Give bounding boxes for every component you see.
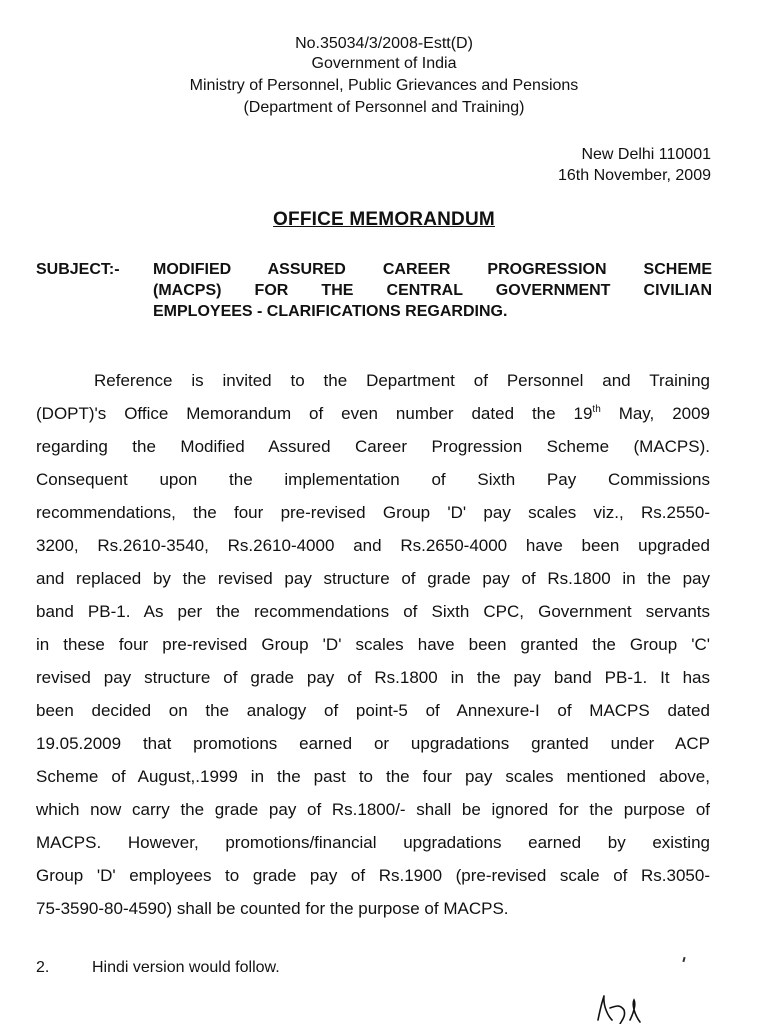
body-line: and replaced by the revised pay structure of grade pay of Rs.1800 in the pay <box>36 569 710 588</box>
memo-title: OFFICE MEMORANDUM <box>273 209 495 230</box>
subject-line: EMPLOYEES - CLARIFICATIONS REGARDING. <box>153 303 508 320</box>
subject-line: MODIFIED ASSURED CAREER PROGRESSION SCHEME <box>153 261 712 278</box>
body-line: regarding the Modified Assured Career Progression Scheme (MACPS). <box>36 437 710 456</box>
reference-number: No.35034/3/2008-Estt(D) <box>295 35 473 52</box>
paragraph-number: 2. <box>36 959 50 976</box>
body-text: May, 2009 <box>600 404 711 423</box>
body-line: 75-3590-80-4590) shall be counted for the purpose of MACPS. <box>36 899 509 918</box>
paragraph-text: Hindi version would follow. <box>92 959 280 976</box>
body-line: Reference is invited to the Department of Personnel and Training <box>94 371 710 390</box>
body-line: which now carry the grade pay of Rs.1800/- shall be ignored for the purpose of <box>36 800 710 819</box>
department-line: (Department of Personnel and Training) <box>243 99 525 116</box>
body-line: Scheme of August,.1999 in the past to the four pay scales mentioned above, <box>36 767 710 786</box>
body-line: been decided on the analogy of point-5 of Annexure-I of MACPS dated <box>36 701 710 720</box>
place-line: New Delhi 110001 <box>581 146 711 163</box>
body-line: revised pay structure of grade pay of Rs.1800 in the pay band PB-1. It has <box>36 668 710 687</box>
ordinal-suffix: th <box>592 404 601 415</box>
body-line: band PB-1. As per the recommendations of Sixth CPC, Government servants <box>36 602 710 621</box>
subject-line: (MACPS) FOR THE CENTRAL GOVERNMENT CIVILIAN <box>153 282 712 299</box>
body-line: Group 'D' employees to grade pay of Rs.1900 (pre-revised scale of Rs.3050- <box>36 866 710 885</box>
body-line: recommendations, the four pre-revised Group 'D' pay scales viz., Rs.2550- <box>36 503 710 522</box>
ministry-line: Ministry of Personnel, Public Grievances and Pensions <box>189 77 579 94</box>
signature-scribble <box>590 990 680 1024</box>
body-line <box>36 403 710 425</box>
body-line: MACPS. However, promotions/financial upgradations earned by existing <box>36 833 710 852</box>
body-line: 3200, Rs.2610-3540, Rs.2610-4000 and Rs.2650-4000 have been upgraded <box>36 536 710 555</box>
government-line: Government of India <box>311 55 457 72</box>
body-line: Consequent upon the implementation of Sixth Pay Commissions <box>36 470 710 489</box>
subject-label: SUBJECT:- <box>36 261 120 278</box>
body-line: in these four pre-revised Group 'D' scales have been granted the Group 'C' <box>36 635 710 654</box>
body-text: (DOPT)'s Office Memorandum of even number dated the 19 <box>36 404 593 423</box>
scan-mark <box>682 957 685 962</box>
date-line: 16th November, 2009 <box>558 167 711 184</box>
body-line: 19.05.2009 that promotions earned or upgradations granted under ACP <box>36 734 710 753</box>
